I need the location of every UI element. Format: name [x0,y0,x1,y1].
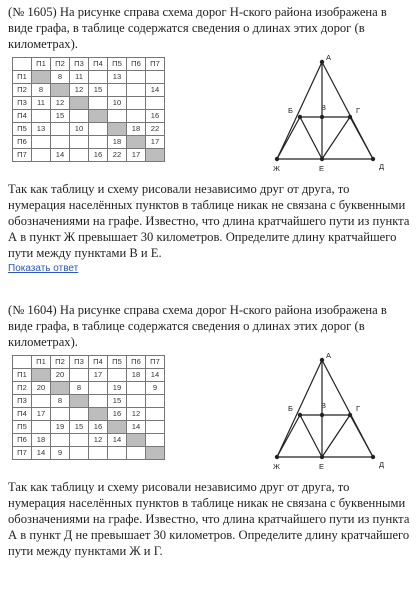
graph-node [275,156,279,160]
problem-question: Так как таблицу и схему рисовали независимо друг от друга, то нумерация населённых пунктов в таблице никак не связана с буквенными обозначениями на графе. Известно, что длина кратчайшего пути из пункта А в пункт Ж превышает 30 километров. Определите длину кратчайшего пути между пунктами В и Е. [8,181,410,261]
distance-cell: 16 [89,420,108,433]
distance-cell: 16 [108,407,127,420]
distance-cell: 22 [108,148,127,161]
distance-cell [127,83,146,96]
distance-cell: 17 [146,135,165,148]
diagonal-cell [146,148,165,161]
distance-cell: 11 [32,96,51,109]
road-edge [300,415,322,457]
diagonal-cell [89,407,108,420]
distance-cell: 15 [108,394,127,407]
road-graph [210,53,410,179]
graph-node [320,59,324,63]
distance-cell [70,148,89,161]
distance-cell [32,148,51,161]
distance-cell: 12 [51,96,70,109]
diagonal-cell [127,433,146,446]
column-header: П2 [51,355,70,368]
row-header: П2 [13,381,32,394]
row-header: П1 [13,70,32,83]
diagonal-cell [70,394,89,407]
distance-cell [70,368,89,381]
graph-node [371,156,375,160]
distance-cell [146,70,165,83]
table-row [13,381,165,394]
distance-cell [127,394,146,407]
distance-cell [146,407,165,420]
distance-cell [127,96,146,109]
distance-cell: 13 [32,122,51,135]
row-header: П6 [13,135,32,148]
graph-node [320,357,324,361]
distance-cell: 10 [70,122,89,135]
road-edge [322,415,350,457]
distance-cell [70,433,89,446]
table-row [13,96,165,109]
distance-cell [89,135,108,148]
road-edge [277,117,300,159]
diagonal-cell [51,381,70,394]
distance-cell [51,122,70,135]
distance-cell: 8 [70,381,89,394]
table-row [13,148,165,161]
table-row [13,407,165,420]
distance-cell: 14 [146,83,165,96]
distance-cell: 13 [108,70,127,83]
column-header: П1 [32,57,51,70]
table-row [13,446,165,459]
row-header: П1 [13,368,32,381]
distance-cell: 18 [127,122,146,135]
node-label: Б [288,403,293,413]
road-edge [300,117,322,159]
node-label: Г [356,105,361,115]
road-edge [277,360,322,457]
distance-cell: 12 [127,407,146,420]
road-edge [350,415,373,457]
distance-cell [32,394,51,407]
column-header: П6 [127,355,146,368]
table-row [13,368,165,381]
node-label: Е [319,461,325,471]
table-row [13,433,165,446]
column-header: П5 [108,57,127,70]
table-row [13,135,165,148]
distance-cell: 11 [70,70,89,83]
graph-node [275,454,279,458]
distance-cell [127,109,146,122]
figure-row [8,351,410,479]
distance-cell [108,83,127,96]
distance-cell: 14 [51,148,70,161]
distance-cell: 18 [127,368,146,381]
row-header: П2 [13,83,32,96]
problem-intro: (№ 1605) На рисунке справа схема дорог Н-ского района изображена в виде графа, в таблице содержатся сведения о длинах этих дорог (в километрах). [8,5,387,52]
distance-cell: 14 [32,446,51,459]
distance-cell: 14 [108,433,127,446]
distance-cell [89,122,108,135]
row-header: П7 [13,446,32,459]
distance-cell [127,446,146,459]
diagonal-cell [127,135,146,148]
row-header: П5 [13,420,32,433]
distance-cell [89,394,108,407]
table-corner [13,57,32,70]
graph-node [320,454,324,458]
distance-cell: 20 [32,381,51,394]
node-label: Ж [273,461,280,471]
distance-cell [70,407,89,420]
problem-intro: (№ 1604) На рисунке справа схема дорог Н-ского района изображена в виде графа, в таблице содержатся сведения о длинах этих дорог (в километрах). [8,303,387,350]
distance-cell: 16 [89,148,108,161]
road-edge [322,117,350,159]
node-label: В [321,102,327,112]
row-header: П3 [13,96,32,109]
distance-cell: 14 [127,420,146,433]
node-label: Д [379,161,385,171]
node-label: В [321,400,327,410]
road-edge [350,117,373,159]
distance-cell: 22 [146,122,165,135]
distance-cell [146,394,165,407]
diagonal-cell [70,96,89,109]
distance-cell [89,96,108,109]
graph-node [371,454,375,458]
column-header: П5 [108,355,127,368]
distance-table [12,355,165,460]
distance-cell: 18 [108,135,127,148]
node-label: А [326,350,332,360]
table-row [13,70,165,83]
distance-cell: 15 [51,109,70,122]
distance-cell: 9 [146,381,165,394]
distance-cell: 8 [51,394,70,407]
column-header: П4 [89,57,108,70]
node-label: А [326,52,332,62]
table-row [13,394,165,407]
problem-1605 [8,4,410,274]
distance-cell [89,446,108,459]
column-header: П4 [89,355,108,368]
distance-cell [32,109,51,122]
distance-cell: 17 [89,368,108,381]
distance-cell [146,96,165,109]
distance-cell: 12 [89,433,108,446]
column-header: П3 [70,355,89,368]
distance-cell [70,135,89,148]
graph-node [348,412,352,416]
distance-cell: 9 [51,446,70,459]
node-label: Ж [273,163,280,173]
graph-node [320,412,324,416]
table-row [13,122,165,135]
table-corner [13,355,32,368]
column-header: П3 [70,57,89,70]
distance-cell: 15 [89,83,108,96]
diagonal-cell [108,122,127,135]
diagonal-cell [51,83,70,96]
row-header: П3 [13,394,32,407]
distance-cell [127,70,146,83]
diagonal-cell [32,368,51,381]
distance-cell [51,407,70,420]
distance-cell: 19 [108,381,127,394]
graph-node [298,412,302,416]
distance-cell: 8 [51,70,70,83]
table-row [13,420,165,433]
distance-cell [146,433,165,446]
road-edge [277,415,300,457]
row-header: П4 [13,407,32,420]
distance-cell [32,420,51,433]
road-edge [277,62,322,159]
row-header: П7 [13,148,32,161]
graph-node [298,114,302,118]
distance-cell [89,381,108,394]
distance-cell [108,368,127,381]
node-label: Е [319,163,325,173]
node-label: Г [356,403,361,413]
distance-cell [108,109,127,122]
problem-1604 [8,302,410,560]
distance-cell: 14 [146,368,165,381]
figure-row [8,53,410,181]
diagonal-cell [32,70,51,83]
table-row [13,109,165,122]
problem-question: Так как таблицу и схему рисовали независимо друг от друга, то нумерация населённых пунктов в таблице никак не связана с буквенными обозначениями на графе. Известно, что длина кратчайшего пути из пункта А в пункт Д не превышает 30 километров. Определите длину кратчайшего пути между пунктами Ж и Г. [8,479,410,559]
distance-table [12,57,165,162]
column-header: П6 [127,57,146,70]
table-row [13,83,165,96]
graph-node [348,114,352,118]
node-label: Д [379,459,385,469]
diagonal-cell [89,109,108,122]
road-graph [210,351,410,477]
column-header: П2 [51,57,70,70]
column-header: П7 [146,355,165,368]
distance-cell [146,420,165,433]
distance-cell: 8 [32,83,51,96]
distance-cell: 17 [127,148,146,161]
graph-node [320,114,324,118]
distance-cell: 20 [51,368,70,381]
distance-cell [127,381,146,394]
distance-cell [70,109,89,122]
distance-cell [32,135,51,148]
distance-cell [70,446,89,459]
graph-node [320,156,324,160]
distance-cell [108,446,127,459]
distance-cell: 19 [51,420,70,433]
distance-cell: 16 [146,109,165,122]
column-header: П7 [146,57,165,70]
node-label: Б [288,105,293,115]
row-header: П5 [13,122,32,135]
distance-cell: 10 [108,96,127,109]
diagonal-cell [108,420,127,433]
row-header: П6 [13,433,32,446]
column-header: П1 [32,355,51,368]
row-header: П4 [13,109,32,122]
distance-cell: 17 [32,407,51,420]
distance-cell [51,135,70,148]
distance-cell [89,70,108,83]
distance-cell [51,433,70,446]
diagonal-cell [146,446,165,459]
distance-cell: 12 [70,83,89,96]
distance-cell: 15 [70,420,89,433]
show-answer-link[interactable]: Показать ответ [8,262,79,274]
distance-cell: 18 [32,433,51,446]
